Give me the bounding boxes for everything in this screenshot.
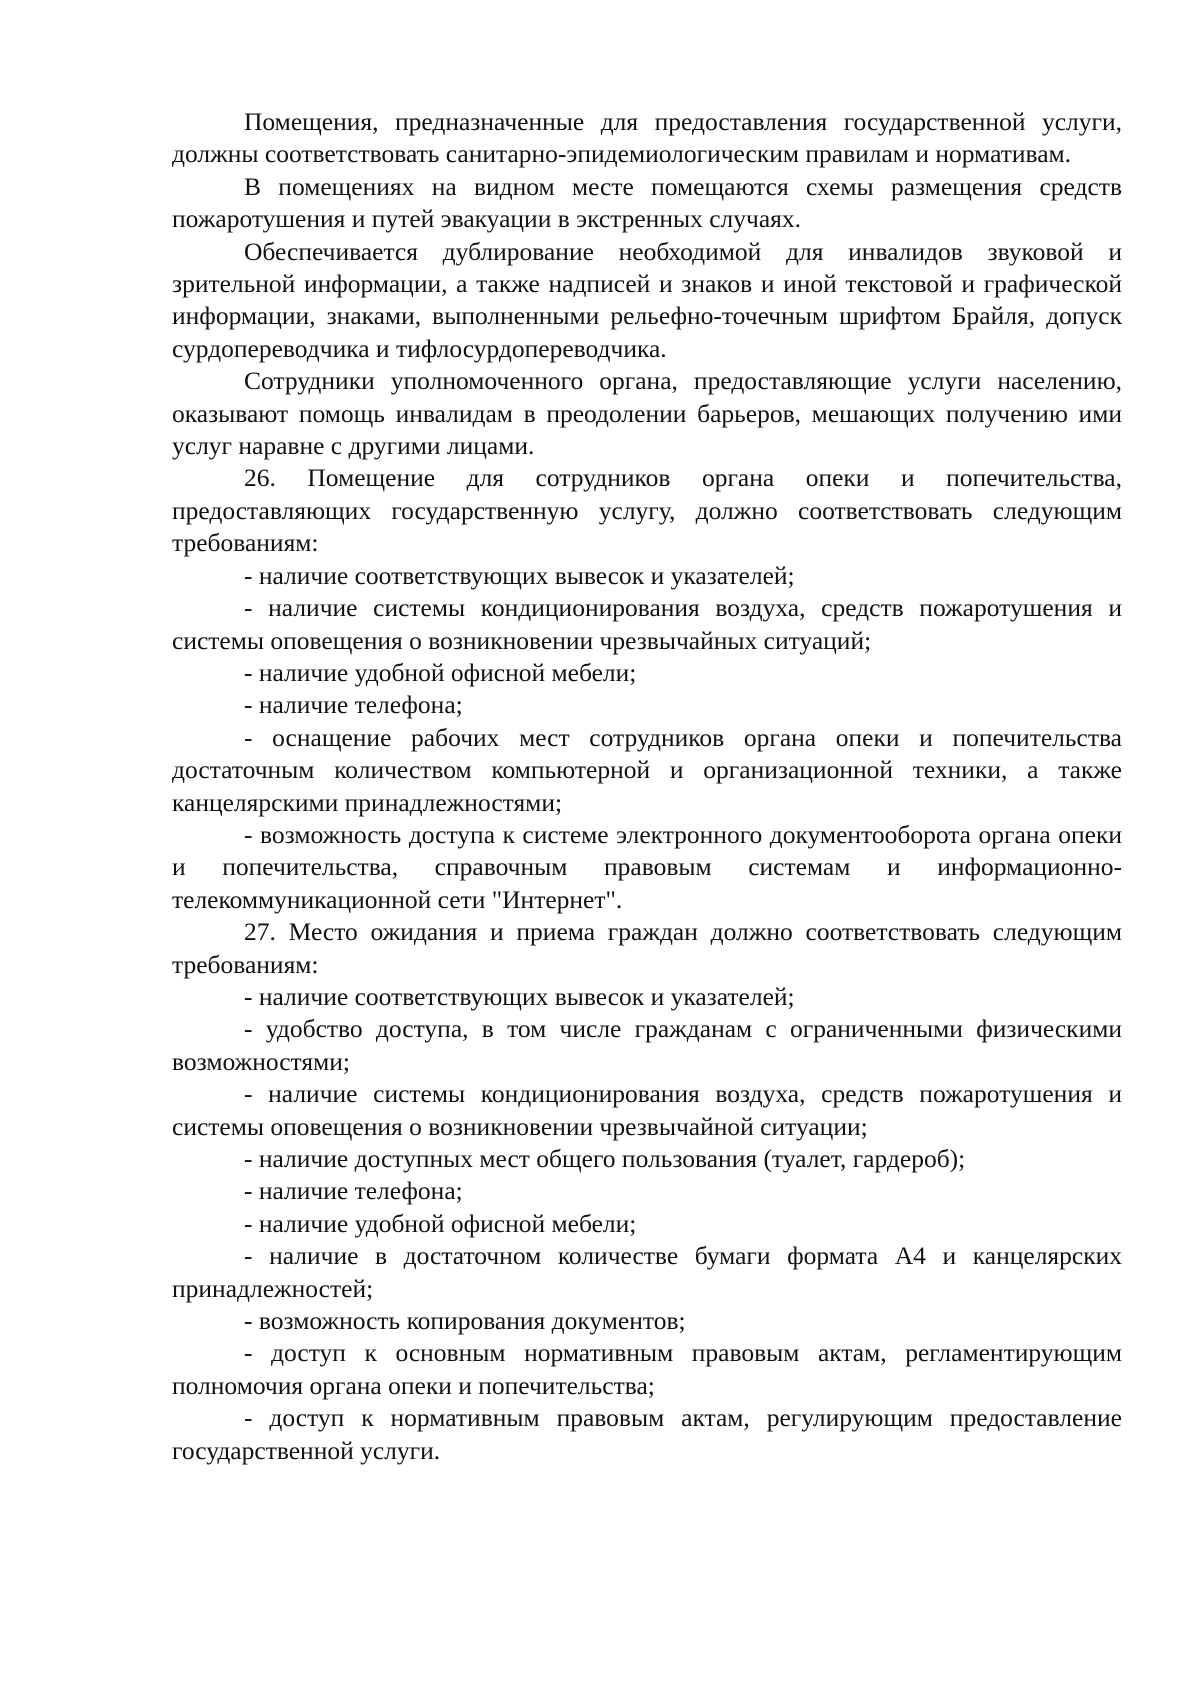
list-item-air-conditioning-waiting: - наличие системы кондиционирования воздуха, средств пожаротушения и системы оповещения о возникновении чрезвычайной ситуации; <box>172 1079 1122 1141</box>
list-item-phone: - наличие телефона; <box>244 690 463 720</box>
list-item-signs-waiting: - наличие соответствующих вывесок и указателей; <box>244 981 795 1011</box>
list-item-furniture: - наличие удобной офисной мебели; <box>244 657 637 687</box>
list-item-air-conditioning: - наличие системы кондиционирования воздуха, средств пожаротушения и системы оповещения о возникновении чрезвычайных ситуаций; <box>172 593 1122 655</box>
list-item-copying: - возможность копирования документов; <box>244 1306 686 1336</box>
list-item-phone-waiting: - наличие телефона; <box>244 1176 463 1206</box>
list-item-workplace-equipment: - оснащение рабочих мест сотрудников органа опеки и попечительства достаточным количеством компьютерной и организационной техники, а также канцелярскими принадлежностями; <box>172 722 1122 817</box>
list-item-furniture-waiting: - наличие удобной офисной мебели; <box>244 1208 637 1238</box>
list-item-paper-supplies: - наличие в достаточном количестве бумаги формата А4 и канцелярских принадлежностей; <box>172 1241 1122 1303</box>
list-item-signs: - наличие соответствующих вывесок и указателей; <box>244 560 795 590</box>
list-item-accessibility: - удобство доступа, в том числе гражданам с ограниченными физическими возможностями; <box>172 1014 1122 1076</box>
list-item-regulatory-acts: - доступ к основным нормативным правовым актам, регламентирующим полномочия органа опеки и попечительства; <box>172 1338 1122 1400</box>
paragraph-staff-assistance: Сотрудники уполномоченного органа, предоставляющие услуги населению, оказывают помощь инвалидам в преодолении барьеров, мешающих получению ими услуг наравне с другими лицами. <box>172 366 1122 461</box>
document-page <box>172 106 1122 1467</box>
list-item-service-acts: - доступ к нормативным правовым актам, регулирующим предоставление государственной услуги. <box>172 1403 1122 1465</box>
paragraph-evacuation-schemes: В помещениях на видном месте помещаются схемы размещения средств пожаротушения и путей эвакуации в экстренных случаях. <box>172 171 1122 234</box>
list-item-public-facilities: - наличие доступных мест общего пользования (туалет, гардероб); <box>244 1144 966 1173</box>
paragraph-premises-sanitary: Помещения, предназначенные для предоставления государственной услуги, должны соответствовать санитарно-эпидемиологическим правилам и нормативам. <box>172 107 1122 169</box>
paragraph-item-27: 27. Место ожидания и приема граждан должно соответствовать следующим требованиям: <box>172 917 1122 979</box>
paragraph-braille-duplication: Обеспечивается дублирование необходимой для инвалидов звуковой и зрительной информации, а также надписей и знаков и иной текстовой и графической информации, знаками, выполненными рельефно-точечным шрифтом Брайля, допуск сурдопереводчика и тифлосурдопереводчика. <box>172 236 1122 363</box>
paragraph-item-26: 26. Помещение для сотрудников органа опеки и попечительства, предоставляющих государственную услугу, должно соответствовать следующим требованиям: <box>172 463 1122 558</box>
list-item-document-flow-access: - возможность доступа к системе электронного документооборота органа опеки и попечительства, справочным правовым системам и информационно-телекоммуникационной сети "Интернет". <box>172 819 1122 914</box>
